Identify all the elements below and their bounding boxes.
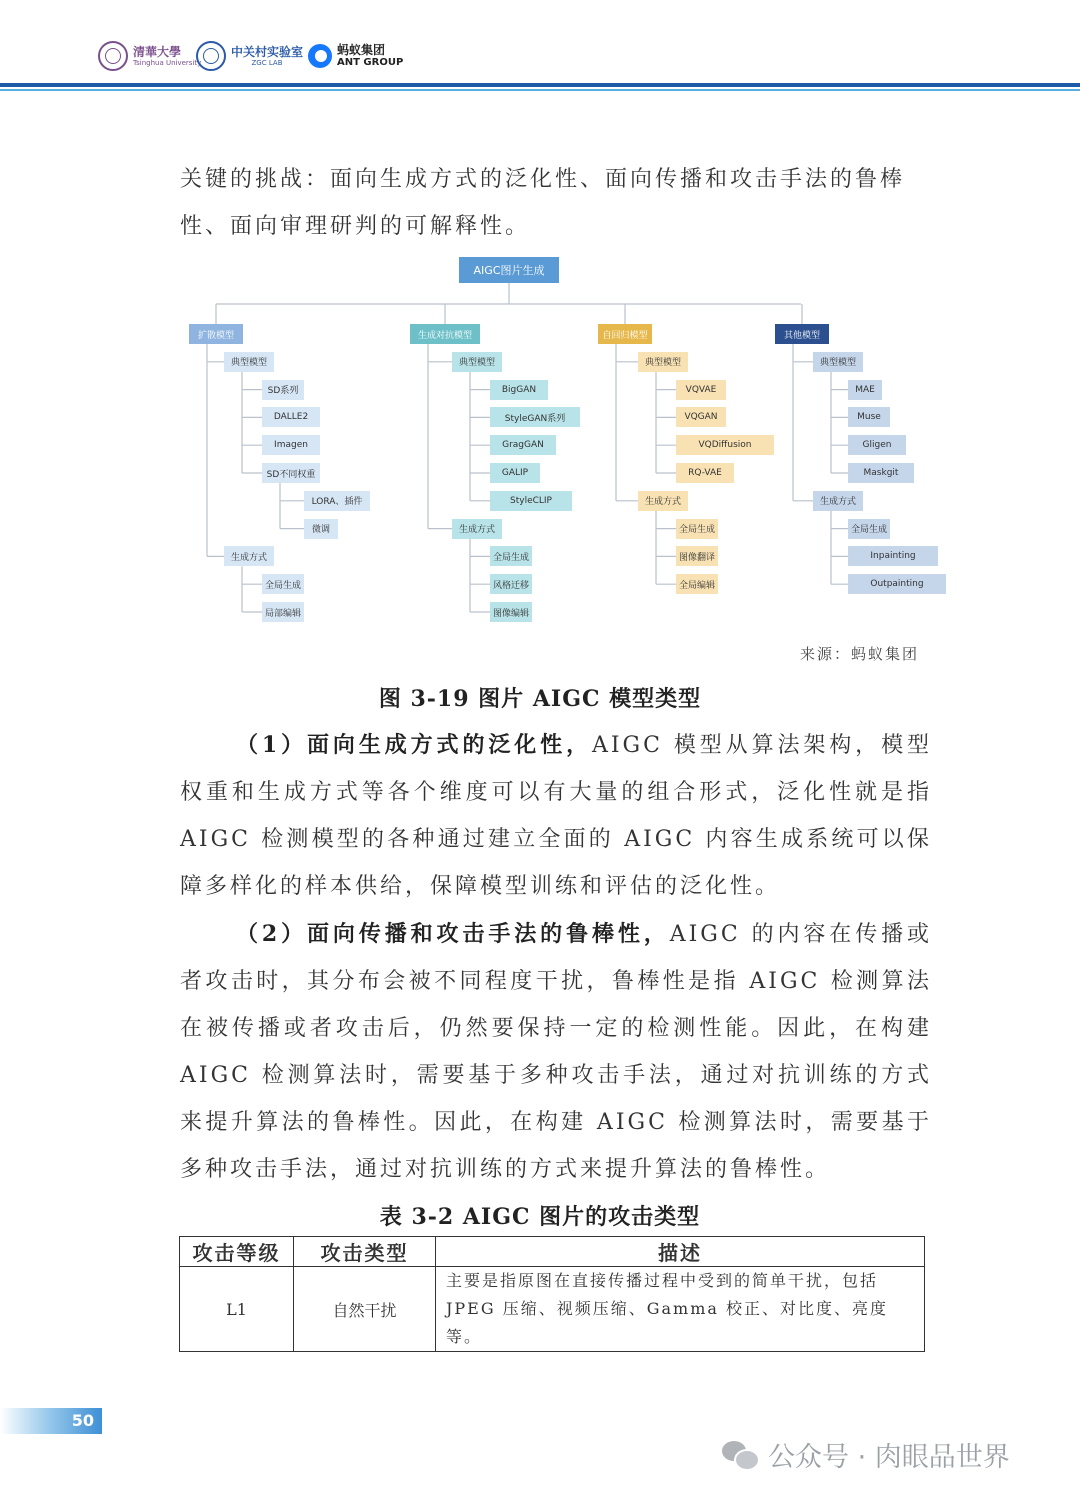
table-caption: 表 3-2 AIGC 图片的攻击类型 [379, 1204, 701, 1230]
diagram-item-4-1-1: MAE [848, 380, 882, 400]
table-cell-level: L1 [180, 1267, 294, 1352]
diagram-item-3-2-3: 全局编辑 [676, 574, 718, 594]
table-header-row [180, 1237, 925, 1267]
diagram-group-1-1: 典型模型 [224, 352, 274, 372]
diagram-root-node: AIGC图片生成 [459, 257, 559, 283]
paragraph-robustness [180, 911, 932, 1193]
paragraph-robustness-body: AIGC 的内容在传播或者攻击时，其分布会被不同程度干扰，鲁棒性是指 AIGC 检测算法在被传播或者攻击后，仍然要保持一定的检测性能。因此，在构建 AIGC 检测算法时，需要基于多种攻击手法，通过对抗训练的方式来提升算法的鲁棒性。因此，在构建 AIGC 检测算法时，需要基于多种攻击手法，通过对抗训练的方式来提升算法的鲁棒性。 [180, 922, 932, 1182]
tsinghua-logo-sub: Tsinghua University [133, 58, 202, 67]
diagram-group-3-1: 典型模型 [638, 352, 688, 372]
diagram-item-2-2-1: 全局生成 [490, 546, 532, 566]
tsinghua-logo-name: 清華大學 [133, 44, 182, 59]
aigc-model-tree-diagram [0, 0, 1080, 640]
attack-type-table [179, 1236, 925, 1352]
intro-paragraph: 关键的挑战：面向生成方式的泛化性、面向传播和攻击手法的鲁棒性、面向审理研判的可解释性。 [180, 167, 906, 239]
diagram-item-3-1-3: VQDiffusion [676, 435, 774, 455]
diagram-group-4-2: 生成方式 [813, 491, 863, 511]
zgc-logo-name: 中关村实验室 [231, 44, 304, 59]
paragraph-robustness-lead: （2）面向传播和攻击手法的鲁棒性， [236, 921, 670, 947]
diagram-category-4: 其他模型 [775, 324, 829, 344]
diagram-item-1-2-1: 全局生成 [262, 574, 304, 594]
diagram-item-4-1-4: Maskgit [848, 463, 914, 483]
diagram-item-3-2-1: 全局生成 [676, 519, 718, 539]
diagram-item-4-1-2: Muse [848, 407, 890, 427]
diagram-item-1-1-1: SD系列 [262, 380, 304, 400]
diagram-category-3: 自回归模型 [598, 324, 652, 344]
page-number-bar [0, 1408, 102, 1434]
diagram-group-4-1: 典型模型 [813, 352, 863, 372]
diagram-item-4-2-3: Outpainting [848, 574, 946, 594]
diagram-group-1-2: 生成方式 [224, 546, 274, 566]
table-header-type: 攻击类型 [294, 1237, 436, 1267]
diagram-item-3-1-4: RQ-VAE [676, 463, 734, 483]
diagram-item-2-2-3: 图像编辑 [490, 602, 532, 622]
page-number: 50 [71, 1411, 94, 1430]
diagram-category-2: 生成对抗模型 [410, 324, 480, 344]
diagram-item-2-1-5: StyleCLIP [490, 491, 572, 511]
diagram-group-3-2: 生成方式 [638, 491, 688, 511]
diagram-item-1-1-2: DALLE2 [262, 407, 320, 427]
diagram-item-3-2-2: 图像翻译 [676, 546, 718, 566]
table-header-level: 攻击等级 [180, 1237, 294, 1267]
diagram-item-2-1-4: GALIP [490, 463, 540, 483]
diagram-group-2-2: 生成方式 [452, 519, 502, 539]
diagram-item-2-2-2: 风格迁移 [490, 574, 532, 594]
diagram-item-1-2-2: 局部编辑 [262, 602, 304, 622]
table-row [180, 1267, 925, 1352]
paragraph-generalization-body: AIGC 模型从算法架构，模型权重和生成方式等各个维度可以有大量的组合形式，泛化性就是指 AIGC 检测模型的各种通过建立全面的 AIGC 内容生成系统可以保障多样化的样本供给，保障模型训练和评估的泛化性。 [180, 733, 932, 899]
paragraph-generalization-lead: （1）面向生成方式的泛化性， [236, 732, 592, 758]
diagram-item-2-1-1: BigGAN [490, 380, 548, 400]
table-cell-description: 主要是指原图在直接传播过程中受到的简单干扰，包括 JPEG 压缩、视频压缩、Gamma 校正、对比度、亮度等。 [436, 1267, 925, 1352]
wechat-icon [722, 1439, 758, 1469]
zgc-logo-sub: ZGC LAB [251, 58, 283, 67]
diagram-item-2-1-3: GragGAN [490, 435, 556, 455]
diagram-item-4-2-1: 全局生成 [848, 519, 890, 539]
diagram-group-2-1: 典型模型 [452, 352, 502, 372]
diagram-item-1-1-4: SD不同权重 [262, 463, 320, 483]
ant-logo-name: 蚂蚁集团 [337, 43, 386, 57]
paragraph-generalization [180, 722, 932, 910]
diagram-item-2-1-2: StyleGAN系列 [490, 407, 580, 427]
watermark [722, 1434, 1010, 1474]
diagram-subitem-1-1: LORA、插件 [304, 491, 370, 511]
ant-logo-sub: ANT GROUP [337, 57, 404, 68]
diagram-item-4-1-3: Gligen [848, 435, 906, 455]
figure-source: 来源：蚂蚁集团 [800, 645, 920, 663]
table-cell-type: 自然干扰 [294, 1267, 436, 1352]
diagram-item-4-2-2: Inpainting [848, 546, 938, 566]
diagram-subitem-1-2: 微调 [304, 519, 338, 539]
diagram-category-1: 扩散模型 [189, 324, 243, 344]
diagram-item-3-1-2: VQGAN [676, 407, 726, 427]
diagram-item-1-1-3: Imagen [262, 435, 320, 455]
table-header-description: 描述 [436, 1237, 925, 1267]
watermark-text: 公众号 · 肉眼品世界 [768, 1441, 1010, 1473]
diagram-item-3-1-1: VQVAE [676, 380, 726, 400]
figure-caption: 图 3-19 图片 AIGC 模型类型 [378, 686, 702, 712]
